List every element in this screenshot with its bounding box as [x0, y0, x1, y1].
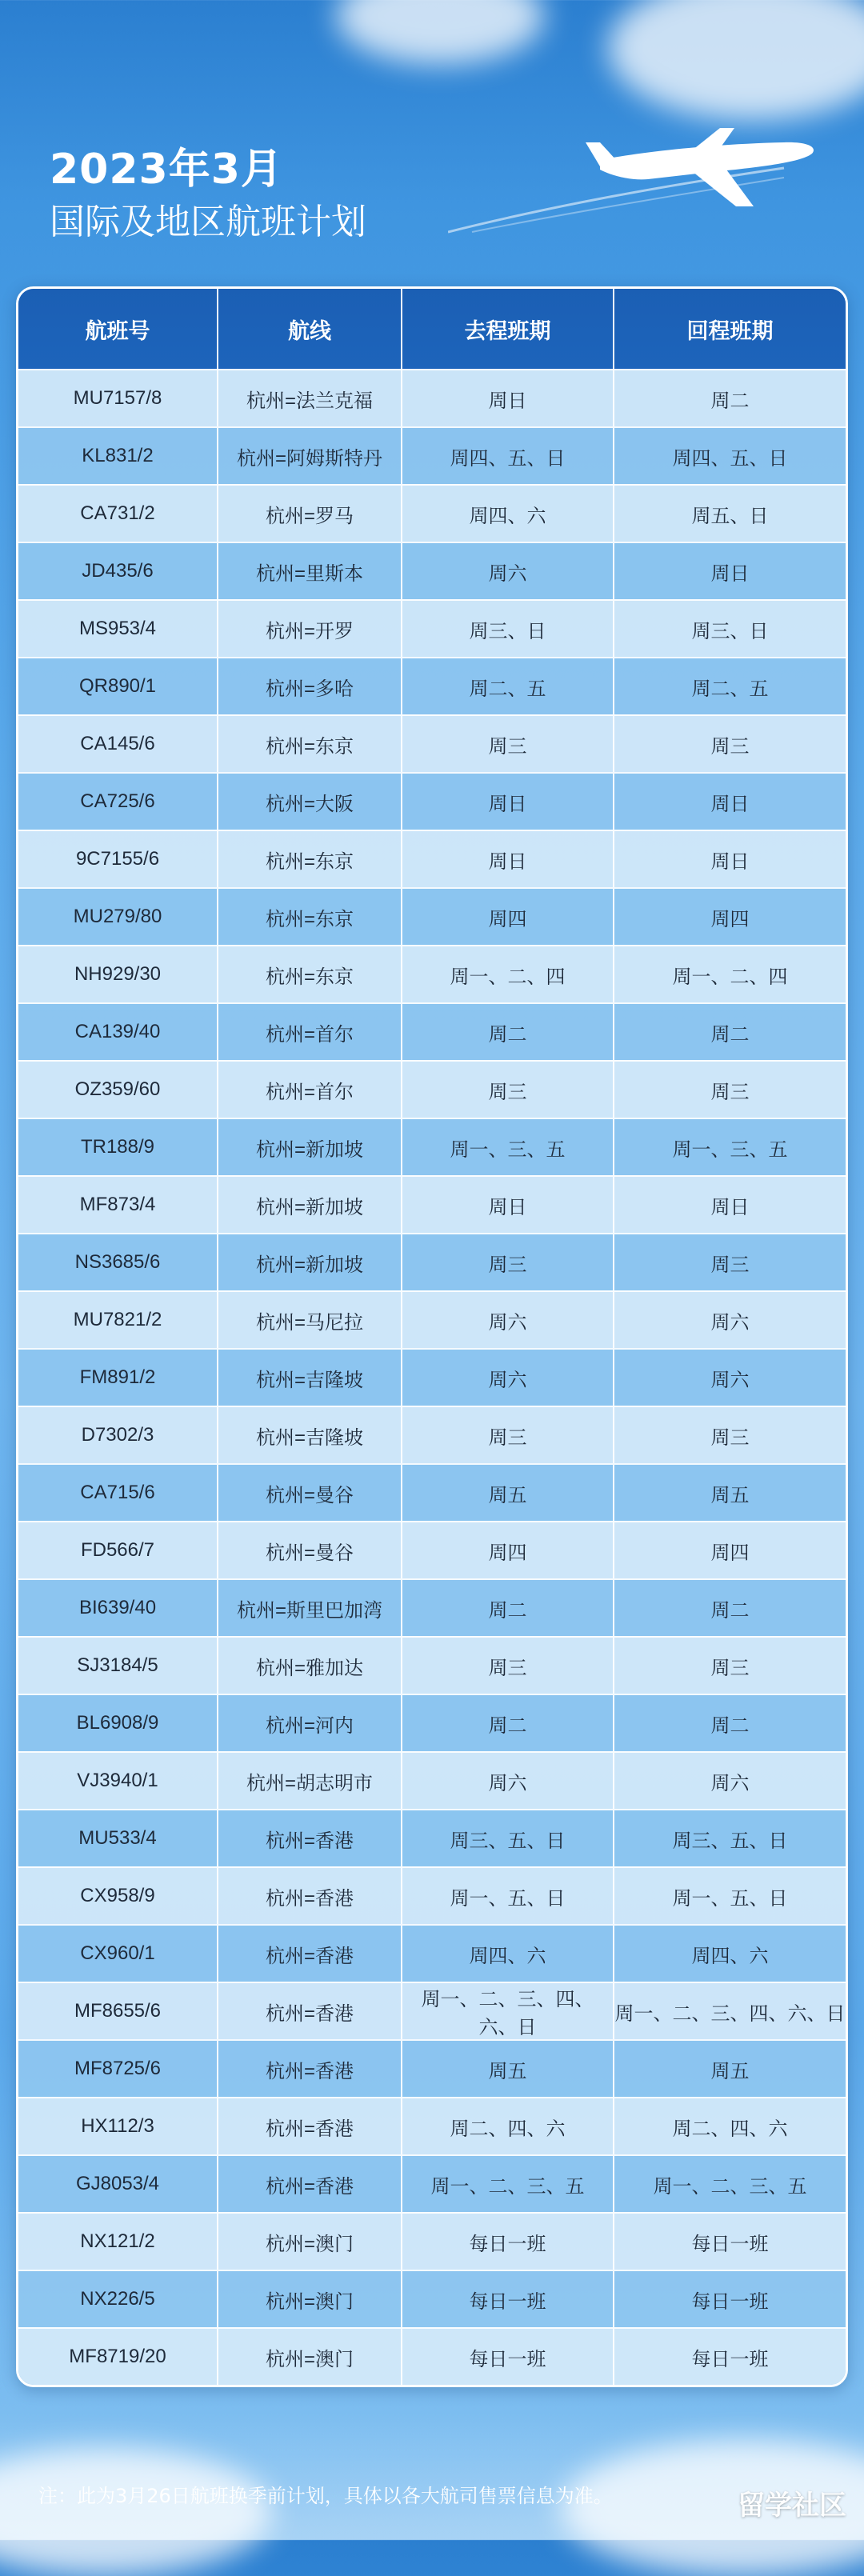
- route-cell: 杭州=首尔: [217, 1062, 401, 1118]
- outbound-days-cell: 每日一班: [401, 2329, 613, 2385]
- return-days-cell: 周日: [613, 543, 846, 599]
- table-row: [18, 945, 846, 1002]
- outbound-days-cell: 周五: [401, 1465, 613, 1521]
- return-days-cell: 周四、五、日: [613, 428, 846, 484]
- flight-number-cell: MF873/4: [79, 1194, 156, 1215]
- cloud-decoration: [336, 0, 544, 64]
- return-days-cell: 周六: [613, 1350, 846, 1406]
- flight-number-cell: NH929/30: [74, 963, 162, 985]
- outbound-days-cell: 周一、二、四: [401, 946, 613, 1002]
- page-title: 2023年3月: [50, 146, 283, 194]
- table-row: [18, 2154, 846, 2212]
- route-cell: 杭州=首尔: [217, 1004, 401, 1060]
- return-days-cell: 周日: [613, 774, 846, 830]
- outbound-days-cell: 周六: [401, 1292, 613, 1348]
- route-cell: 杭州=东京: [217, 946, 401, 1002]
- return-days-cell: 周五、日: [613, 486, 846, 542]
- return-days-cell: 周四: [613, 1522, 846, 1578]
- route-cell: 杭州=东京: [217, 716, 401, 772]
- route-cell: 杭州=香港: [217, 2041, 401, 2097]
- outbound-days-cell: 周三: [401, 1638, 613, 1694]
- route-cell: 杭州=多哈: [217, 658, 401, 714]
- airplane-icon: [448, 112, 824, 240]
- outbound-days-cell: 周三: [401, 1407, 613, 1463]
- return-days-cell: 每日一班: [613, 2329, 846, 2385]
- column-header-return-days: 回程班期: [613, 289, 846, 369]
- return-days-cell: 每日一班: [613, 2271, 846, 2327]
- flight-number-cell: NX121/2: [80, 2230, 155, 2252]
- table-row: [18, 1463, 846, 1521]
- flight-number-cell: MS953/4: [78, 618, 157, 639]
- return-days-cell: 周三: [613, 716, 846, 772]
- return-days-cell: 周一、二、四: [613, 946, 846, 1002]
- route-cell: 杭州=法兰克福: [217, 370, 401, 426]
- table-row: [18, 1002, 846, 1060]
- column-header-flight-number: 航班号: [85, 318, 150, 343]
- table-row: [18, 657, 846, 714]
- route-cell: 杭州=香港: [217, 1926, 401, 1982]
- cloud-decoration: [608, 0, 864, 120]
- return-days-cell: 周一、二、三、四、六、日: [613, 1983, 846, 2039]
- route-cell: 杭州=曼谷: [217, 1465, 401, 1521]
- return-days-cell: 周二: [613, 1004, 846, 1060]
- flight-number-cell: TR188/9: [80, 1136, 155, 1158]
- route-cell: 杭州=香港: [217, 1868, 401, 1924]
- outbound-days-cell: 周四、五、日: [401, 428, 613, 484]
- table-row: [18, 1751, 846, 1809]
- route-cell: 杭州=马尼拉: [217, 1292, 401, 1348]
- route-cell: 杭州=香港: [217, 1983, 401, 2039]
- page-subtitle: 国际及地区航班计划: [50, 202, 366, 242]
- table-row: [18, 2327, 846, 2385]
- table-row: [18, 1233, 846, 1290]
- flight-number-cell: VJ3940/1: [77, 1770, 158, 1791]
- table-row: [18, 1348, 846, 1406]
- table-row: [18, 887, 846, 945]
- outbound-days-cell: 周日: [401, 774, 613, 830]
- column-header-route: 航线: [217, 289, 401, 369]
- route-cell: 杭州=香港: [217, 2156, 401, 2212]
- flight-number-cell: JD435/6: [82, 560, 154, 582]
- table-row: [18, 772, 846, 830]
- page-header: [50, 144, 366, 246]
- table-row: [18, 1175, 846, 1233]
- route-cell: 杭州=新加坡: [217, 1234, 401, 1290]
- return-days-cell: 周三、日: [613, 601, 846, 657]
- flight-number-cell: CX960/1: [80, 1942, 155, 1964]
- table-row: [18, 484, 846, 542]
- outbound-days-cell: 周四: [401, 1522, 613, 1578]
- table-row: [18, 1694, 846, 1751]
- flight-number-cell: FM891/2: [79, 1366, 156, 1388]
- flight-number-cell: MU533/4: [78, 1827, 157, 1849]
- table-row: [18, 1809, 846, 1866]
- outbound-days-cell: 周六: [401, 1350, 613, 1406]
- return-days-cell: 周六: [613, 1753, 846, 1809]
- table-row: [18, 1636, 846, 1694]
- table-row: [18, 426, 846, 484]
- flight-number-cell: CA715/6: [80, 1482, 155, 1503]
- return-days-cell: 周一、二、三、五: [613, 2156, 846, 2212]
- table-row: [18, 1866, 846, 1924]
- flight-number-cell: QR890/1: [78, 675, 157, 697]
- outbound-days-cell: 周三: [401, 1234, 613, 1290]
- return-days-cell: 周三: [613, 1407, 846, 1463]
- table-row: [18, 599, 846, 657]
- return-days-cell: 周日: [613, 831, 846, 887]
- table-row: [18, 542, 846, 599]
- route-cell: 杭州=里斯本: [217, 543, 401, 599]
- outbound-days-cell: 每日一班: [401, 2271, 613, 2327]
- flight-number-cell: 9C7155/6: [75, 848, 160, 870]
- outbound-days-cell: 周二: [401, 1695, 613, 1751]
- table-row: [18, 1118, 846, 1175]
- flight-number-cell: MU7157/8: [73, 387, 162, 409]
- table-row: [18, 830, 846, 887]
- return-days-cell: 周日: [613, 1177, 846, 1233]
- route-cell: 杭州=吉隆坡: [217, 1350, 401, 1406]
- return-days-cell: 周一、五、日: [613, 1868, 846, 1924]
- return-days-cell: 周五: [613, 2041, 846, 2097]
- table-row: [18, 2270, 846, 2327]
- return-days-cell: 周四: [613, 889, 846, 945]
- return-days-cell: 周四、六: [613, 1926, 846, 1982]
- flight-number-cell: MU279/80: [73, 906, 162, 927]
- route-cell: 杭州=河内: [217, 1695, 401, 1751]
- outbound-days-cell: 周日: [401, 831, 613, 887]
- route-cell: 杭州=澳门: [217, 2214, 401, 2270]
- flight-number-cell: CA139/40: [74, 1021, 161, 1042]
- flight-number-cell: MU7821/2: [73, 1309, 162, 1330]
- return-days-cell: 每日一班: [613, 2214, 846, 2270]
- route-cell: 杭州=曼谷: [217, 1522, 401, 1578]
- outbound-days-cell: 周一、二、三、五: [401, 2156, 613, 2212]
- route-cell: 杭州=大阪: [217, 774, 401, 830]
- return-days-cell: 周二: [613, 1695, 846, 1751]
- route-cell: 杭州=新加坡: [217, 1177, 401, 1233]
- flight-number-cell: CA145/6: [80, 733, 155, 754]
- route-cell: 杭州=斯里巴加湾: [217, 1580, 401, 1636]
- table-header-row: [18, 289, 846, 369]
- flight-number-cell: D7302/3: [81, 1424, 154, 1446]
- route-cell: 杭州=雅加达: [217, 1638, 401, 1694]
- column-header-outbound-days: 去程班期: [401, 289, 613, 369]
- flight-number-cell: MF8719/20: [69, 2346, 166, 2367]
- outbound-days-cell: 周二、五: [401, 658, 613, 714]
- route-cell: 杭州=东京: [217, 831, 401, 887]
- return-days-cell: 周三: [613, 1062, 846, 1118]
- route-cell: 杭州=东京: [217, 889, 401, 945]
- outbound-days-cell: 周三: [401, 1062, 613, 1118]
- table-row: [18, 369, 846, 426]
- table-row: [18, 714, 846, 772]
- flight-number-cell: NX226/5: [80, 2288, 155, 2310]
- flight-number-cell: SJ3184/5: [77, 1654, 158, 1676]
- outbound-days-cell: 周四、六: [401, 1926, 613, 1982]
- route-cell: 杭州=阿姆斯特丹: [217, 428, 401, 484]
- return-days-cell: 周三、五、日: [613, 1810, 846, 1866]
- outbound-days-cell: 周一、三、五: [401, 1119, 613, 1175]
- route-cell: 杭州=香港: [217, 1810, 401, 1866]
- flight-number-cell: MF8725/6: [74, 2058, 162, 2079]
- return-days-cell: 周一、三、五: [613, 1119, 846, 1175]
- outbound-days-cell: 周三、日: [401, 601, 613, 657]
- table-row: [18, 1982, 846, 2039]
- outbound-days-cell: 周二: [401, 1580, 613, 1636]
- flight-schedule-table: [16, 286, 848, 2387]
- flight-number-cell: HX112/3: [81, 2115, 154, 2137]
- table-row: [18, 1060, 846, 1118]
- outbound-days-cell: 周五: [401, 2041, 613, 2097]
- route-cell: 杭州=胡志明市: [217, 1753, 401, 1809]
- table-row: [18, 2039, 846, 2097]
- outbound-days-cell: 周四、六: [401, 486, 613, 542]
- route-cell: 杭州=新加坡: [217, 1119, 401, 1175]
- route-cell: 杭州=开罗: [217, 601, 401, 657]
- route-cell: 杭州=澳门: [217, 2329, 401, 2385]
- outbound-days-cell: 周三: [401, 716, 613, 772]
- return-days-cell: 周六: [613, 1292, 846, 1348]
- flight-number-cell: CA731/2: [80, 502, 155, 524]
- return-days-cell: 周二、五: [613, 658, 846, 714]
- route-cell: 杭州=香港: [217, 2098, 401, 2154]
- table-row: [18, 2212, 846, 2270]
- flight-number-cell: CX958/9: [80, 1885, 155, 1906]
- cloud-decoration: [0, 2448, 272, 2576]
- footnote: 注：此为3月26日航班换季前计划，具体以各大航司售票信息为准。: [38, 2485, 613, 2507]
- table-row: [18, 1406, 846, 1463]
- outbound-days-cell: 周六: [401, 543, 613, 599]
- outbound-days-cell: 周四: [401, 889, 613, 945]
- outbound-days-cell: 周日: [401, 370, 613, 426]
- table-row: [18, 1578, 846, 1636]
- flight-number-cell: MF8655/6: [74, 2000, 162, 2022]
- outbound-days-cell: 周一、五、日: [401, 1868, 613, 1924]
- route-cell: 杭州=吉隆坡: [217, 1407, 401, 1463]
- flight-number-cell: BI639/40: [78, 1597, 157, 1618]
- return-days-cell: 周三: [613, 1638, 846, 1694]
- outbound-days-cell: 周六: [401, 1753, 613, 1809]
- table-row: [18, 1521, 846, 1578]
- return-days-cell: 周二: [613, 1580, 846, 1636]
- outbound-days-cell: 周二、四、六: [401, 2098, 613, 2154]
- flight-number-cell: BL6908/9: [76, 1712, 159, 1734]
- table-row: [18, 1290, 846, 1348]
- outbound-days-cell: 每日一班: [401, 2214, 613, 2270]
- outbound-days-cell: 周二: [401, 1004, 613, 1060]
- flight-number-cell: CA725/6: [80, 790, 155, 812]
- return-days-cell: 周二: [613, 370, 846, 426]
- return-days-cell: 周五: [613, 1465, 846, 1521]
- outbound-days-cell: 周三、五、日: [401, 1810, 613, 1866]
- route-cell: 杭州=澳门: [217, 2271, 401, 2327]
- flight-number-cell: FD566/7: [80, 1539, 155, 1561]
- table-row: [18, 1924, 846, 1982]
- flight-number-cell: NS3685/6: [74, 1251, 161, 1273]
- route-cell: 杭州=罗马: [217, 486, 401, 542]
- flight-number-cell: OZ359/60: [74, 1078, 161, 1100]
- outbound-days-cell: 周一、二、三、四、六、日: [401, 1983, 613, 2039]
- watermark-logo: 留学社区: [738, 2490, 846, 2522]
- flight-number-cell: KL831/2: [82, 445, 154, 466]
- table-row: [18, 2097, 846, 2154]
- return-days-cell: 周二、四、六: [613, 2098, 846, 2154]
- flight-number-cell: GJ8053/4: [75, 2173, 160, 2194]
- return-days-cell: 周三: [613, 1234, 846, 1290]
- outbound-days-cell: 周日: [401, 1177, 613, 1233]
